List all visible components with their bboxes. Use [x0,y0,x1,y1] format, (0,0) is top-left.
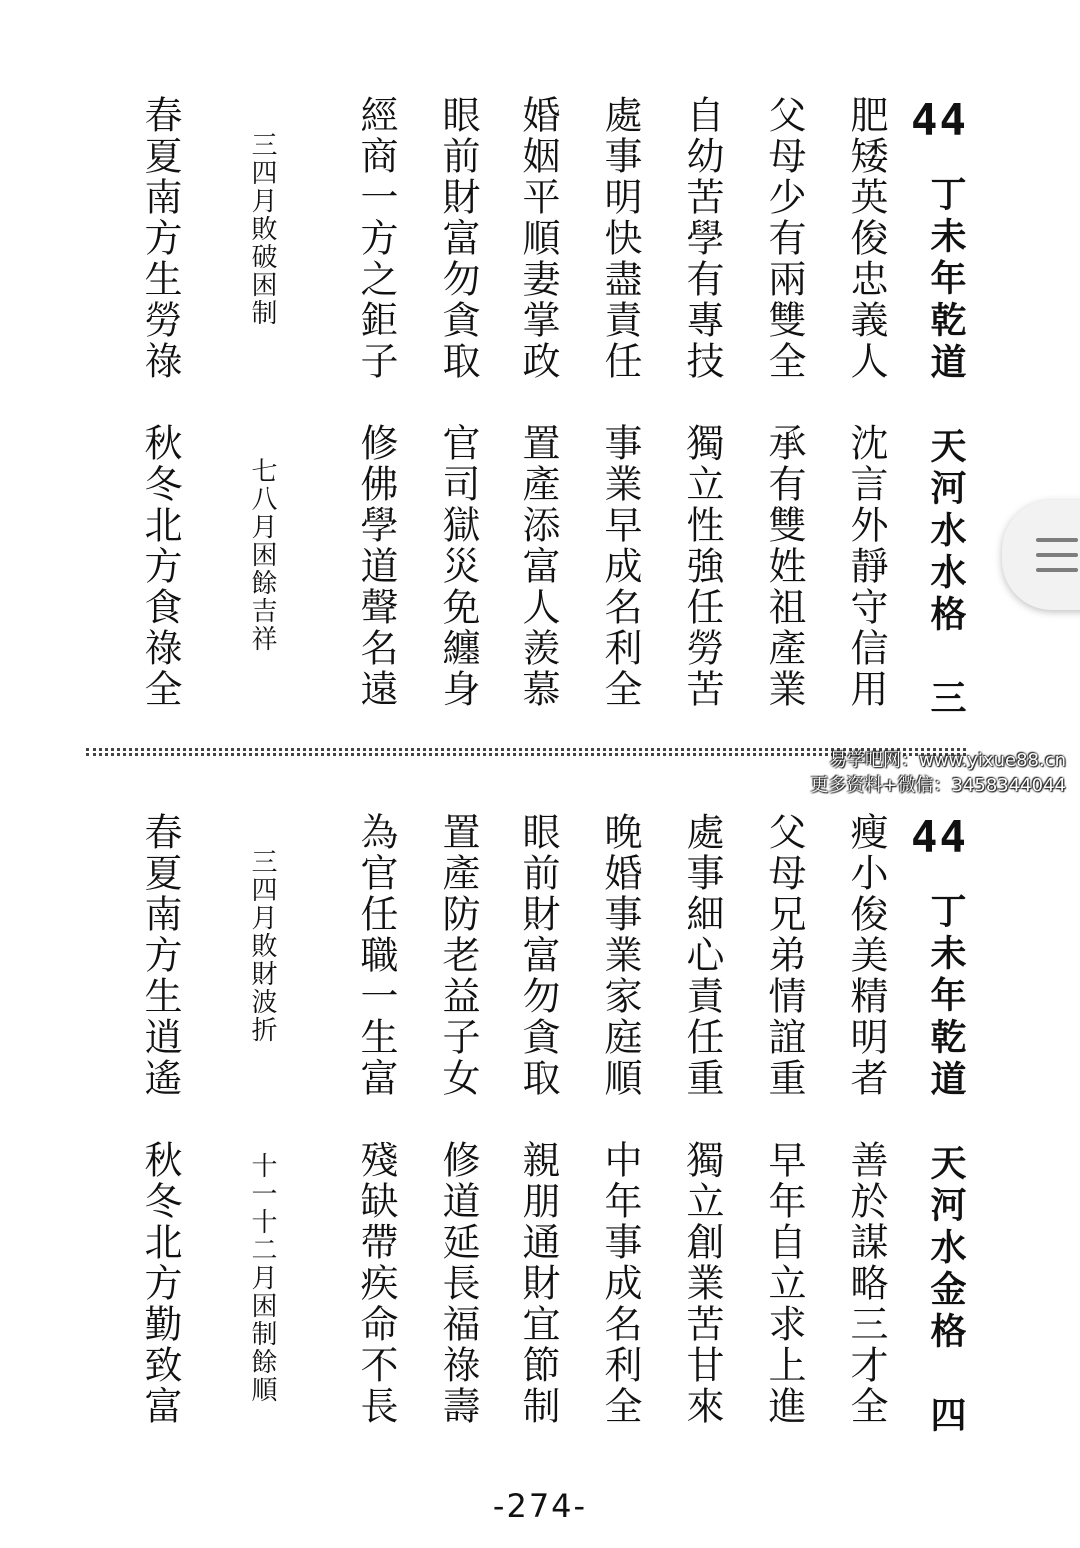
entry-number: 44 [911,95,968,146]
verse-column: 處事明快盡責任 事業早成名利全 [598,95,642,710]
verse-column-last: 春夏南方生逍遙 秋冬北方勤致富 [138,812,182,1427]
verse-column: 婚姻平順妻掌政 置產添富人羨慕 [516,95,560,710]
verse-column: 為官任職一生富 殘缺帶疾命不長 [354,812,398,1427]
verse-column: 經商一方之鉅子 修佛學道聲名遠 [354,95,398,710]
verse-column: 處事細心責任重 獨立創業苦甘來 [680,812,724,1427]
verse-column-last: 春夏南方生勞祿 秋冬北方食祿全 [138,95,182,710]
verse-column: 置產防老益子女 修道延長福祿壽 [436,812,480,1427]
verse-column: 瘦小俊美精明者 善於謀略三才全 [844,812,888,1427]
month-note-right: 七八月困餘吉祥 [247,457,277,653]
verse-column: 眼前財富勿貪取 親朋通財宜節制 [516,812,560,1427]
menu-icon [1036,568,1078,572]
month-note-right: 十一十二月困制餘順 [247,1152,277,1404]
page-number: -274- [492,1487,588,1525]
entry-title: 丁未年乾道 天河水金格 四 [925,892,967,1438]
month-note-left: 三四月敗破困制 [247,131,277,327]
verse-column: 父母少有兩雙全 承有雙姓祖產業 [762,95,806,710]
menu-icon [1036,553,1078,557]
menu-icon [1036,538,1078,542]
verse-column: 眼前財富勿貪取 官司獄災免纏身 [436,95,480,710]
entry-number: 44 [911,812,968,863]
verse-column: 晚婚事業家庭順 中年事成名利全 [598,812,642,1427]
section-2 [0,812,1080,1438]
entry-title: 丁未年乾道 天河水水格 三 [925,175,967,721]
watermark-line-1: 易学吧网：www.yixue88.cn [829,750,1066,771]
verse-column: 父母兄弟情誼重 早年自立求上進 [762,812,806,1427]
watermark-line-2: 更多资料+微信：3458344044 [810,775,1066,796]
section-1 [0,95,1080,721]
month-note-left: 三四月敗財波折 [247,848,277,1044]
verse-column: 自幼苦學有專技 獨立性強任勞苦 [680,95,724,710]
verse-column: 肥矮英俊忠義人 沈言外靜守信用 [844,95,888,710]
watermark [810,748,1066,798]
